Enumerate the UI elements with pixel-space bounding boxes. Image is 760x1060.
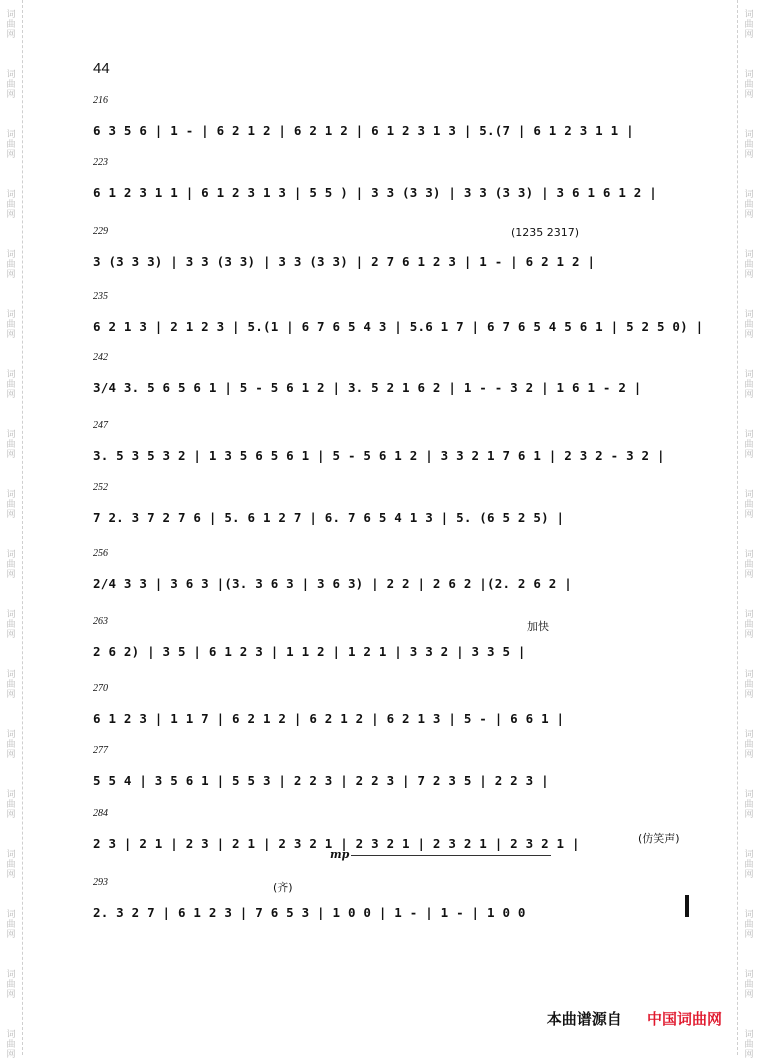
score-row <box>93 226 703 286</box>
measure-number: 284 <box>93 808 108 819</box>
watermark-text: 词 曲 网 <box>6 370 16 400</box>
watermark-text: 词 曲 网 <box>744 10 754 40</box>
notation-line: 6 1 2 3 1 1 | 6 1 2 3 1 3 | 5 5 ) | 3 3 (3 3) | 3 3 (3 3) | 3 6 1 6 1 2 | <box>93 185 657 200</box>
watermark-text: 词 曲 网 <box>6 970 16 1000</box>
watermark-text: 词 曲 网 <box>744 70 754 100</box>
notation-line: 6 1 2 3 | 1 1 7 | 6 2 1 2 | 6 2 1 2 | 6 2 1 3 | 5 - | 6 6 1 | <box>93 711 565 726</box>
notation-line: 6 3 5 6 | 1 - | 6 2 1 2 | 6 2 1 2 | 6 1 2 3 1 3 | 5.(7 | 6 1 2 3 1 1 | <box>93 123 634 138</box>
left-watermark-strip <box>0 0 23 1060</box>
dynamic-marking: mp <box>330 848 350 861</box>
watermark-text: 词 曲 网 <box>744 910 754 940</box>
notation-line: 3. 5 3 5 3 2 | 1 3 5 6 5 6 1 | 5 - 5 6 1 2 | 3 3 2 1 7 6 1 | 2 3 2 - 3 2 | <box>93 448 665 463</box>
watermark-text: 词 曲 网 <box>6 790 16 820</box>
watermark-text: 词 曲 网 <box>6 10 16 40</box>
watermark-text: 词 曲 网 <box>744 490 754 520</box>
source-credit <box>547 1008 722 1029</box>
watermark-text: 词 曲 网 <box>744 730 754 760</box>
watermark-text: 词 曲 网 <box>6 250 16 280</box>
measure-number: 270 <box>93 683 108 694</box>
watermark-text: 词 曲 网 <box>744 1030 754 1060</box>
measure-number: 252 <box>93 482 108 493</box>
watermark-text: 词 曲 网 <box>744 250 754 280</box>
measure-number: 216 <box>93 95 108 106</box>
final-barline <box>685 895 689 917</box>
watermark-text: 词 曲 网 <box>744 610 754 640</box>
watermark-text: 词 曲 网 <box>744 130 754 160</box>
score-row <box>93 482 703 542</box>
right-watermark-strip <box>737 0 760 1060</box>
measure-number: 247 <box>93 420 108 431</box>
watermark-text: 词 曲 网 <box>744 370 754 400</box>
watermark-text: 词 曲 网 <box>6 190 16 220</box>
watermark-text: 词 曲 网 <box>744 430 754 460</box>
watermark-text: 词 曲 网 <box>744 790 754 820</box>
hairpin-line <box>351 855 551 856</box>
notation-line: 3/4 3. 5 6 5 6 1 | 5 - 5 6 1 2 | 3. 5 2 1 6 2 | 1 - - 3 2 | 1 6 1 - 2 | <box>93 380 642 395</box>
watermark-text: 词 曲 网 <box>6 70 16 100</box>
measure-number: 235 <box>93 291 108 302</box>
watermark-text: 词 曲 网 <box>6 730 16 760</box>
credit-source: 本曲谱源自 <box>546 1010 622 1028</box>
notation-line: 6 2 1 3 | 2 1 2 3 | 5.(1 | 6 7 6 5 4 3 | 5.6 1 7 | 6 7 6 5 4 5 6 1 | 5 2 5 0) | <box>93 319 704 334</box>
watermark-text: 词 曲 网 <box>744 310 754 340</box>
score-row <box>93 95 703 155</box>
watermark-text: 词 曲 网 <box>6 850 16 880</box>
ornament-annotation: (1235 2317) <box>511 226 580 239</box>
score-row <box>93 420 703 480</box>
notation-line: 2. 3 2 7 | 6 1 2 3 | 7 6 5 3 | 1 0 0 | 1 - | 1 - | 1 0 0 <box>93 905 526 920</box>
measure-number: 277 <box>93 745 108 756</box>
measure-number: 242 <box>93 352 108 363</box>
score-row <box>93 352 703 412</box>
performance-note: (仿笑声) <box>638 832 680 845</box>
score-row <box>93 683 703 743</box>
notation-line: 2/4 3 3 | 3 6 3 |(3. 3 6 3 | 3 6 3) | 2 2 | 2 6 2 |(2. 2 6 2 | <box>93 576 572 591</box>
unison-marking: (齐) <box>273 881 293 894</box>
watermark-text: 词 曲 网 <box>744 670 754 700</box>
score-row <box>93 808 703 868</box>
watermark-text: 词 曲 网 <box>744 550 754 580</box>
watermark-text: 词 曲 网 <box>744 970 754 1000</box>
measure-number: 229 <box>93 226 108 237</box>
score-row <box>93 745 703 805</box>
notation-line: 2 6 2) | 3 5 | 6 1 2 3 | 1 1 2 | 1 2 1 | 3 3 2 | 3 3 5 | <box>93 644 526 659</box>
score-row <box>93 291 703 351</box>
watermark-text: 词 曲 网 <box>6 910 16 940</box>
score-row <box>93 877 703 937</box>
page-number: 44 <box>93 60 110 77</box>
notation-line: 3 (3 3 3) | 3 3 (3 3) | 3 3 (3 3) | 2 7 6 1 2 3 | 1 - | 6 2 1 2 | <box>93 254 596 269</box>
watermark-text: 词 曲 网 <box>6 550 16 580</box>
measure-number: 293 <box>93 877 108 888</box>
measure-number: 223 <box>93 157 108 168</box>
watermark-text: 词 曲 网 <box>6 490 16 520</box>
watermark-text: 词 曲 网 <box>744 190 754 220</box>
score-row <box>93 157 703 217</box>
watermark-text: 词 曲 网 <box>6 1030 16 1060</box>
score-row <box>93 616 703 676</box>
tempo-marking: 加快 <box>527 620 549 633</box>
watermark-text: 词 曲 网 <box>744 850 754 880</box>
score-row <box>93 548 703 608</box>
credit-site-link[interactable]: 中国词曲网 <box>646 1010 722 1028</box>
notation-line: 7 2. 3 7 2 7 6 | 5. 6 1 2 7 | 6. 7 6 5 4 1 3 | 5. (6 5 2 5) | <box>93 510 565 525</box>
watermark-text: 词 曲 网 <box>6 130 16 160</box>
watermark-text: 词 曲 网 <box>6 430 16 460</box>
notation-line: 2 3 | 2 1 | 2 3 | 2 1 | 2 3 2 1 | 2 3 2 1 | 2 3 2 1 | 2 3 2 1 | <box>93 836 580 851</box>
watermark-text: 词 曲 网 <box>6 670 16 700</box>
measure-number: 256 <box>93 548 108 559</box>
notation-line: 5 5 4 | 3 5 6 1 | 5 5 3 | 2 2 3 | 2 2 3 | 7 2 3 5 | 2 2 3 | <box>93 773 549 788</box>
watermark-text: 词 曲 网 <box>6 610 16 640</box>
measure-number: 263 <box>93 616 108 627</box>
watermark-text: 词 曲 网 <box>6 310 16 340</box>
